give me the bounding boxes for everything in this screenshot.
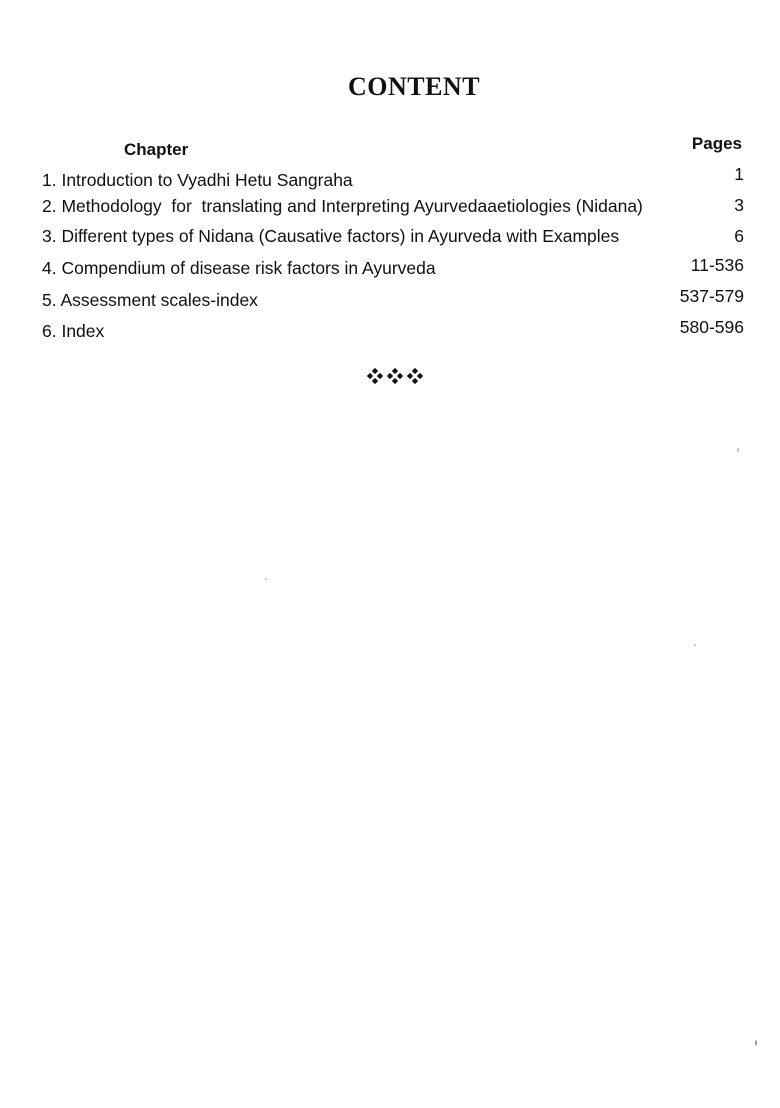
- toc-entry: [42, 317, 744, 345]
- toc-entry: [42, 226, 744, 250]
- chapter-column-header: Chapter: [124, 140, 189, 159]
- scan-speck: [694, 644, 696, 646]
- ornament-icon: [365, 366, 425, 386]
- scan-speck: [755, 1040, 757, 1046]
- diamond-cluster-icon: [367, 368, 423, 384]
- toc-entry: [42, 255, 744, 282]
- toc-entry-pages: 537-579: [679, 286, 744, 306]
- toc-entry-pages: 6: [734, 226, 744, 246]
- toc-entry-title: 6. Index: [42, 321, 105, 341]
- toc-entry-pages: 11-536: [690, 255, 744, 275]
- toc-entry-pages: 3: [734, 195, 744, 215]
- toc-entry-title: 3. Different types of Nidana (Causative factors) in Ayurveda with Examples: [42, 226, 620, 246]
- pages-column-header: Pages: [691, 134, 742, 153]
- scan-speck: [737, 448, 739, 452]
- toc-entry: [42, 196, 744, 220]
- scan-speck: [265, 578, 267, 580]
- toc-entry-pages: 1: [734, 164, 744, 184]
- toc-entry-pages: 580-596: [679, 317, 744, 337]
- toc-entry-title: 1. Introduction to Vyadhi Hetu Sangraha: [42, 170, 353, 190]
- toc-entry-title: 2. Methodology for translating and Interpreting Ayurvedaaetiologies (Nidana): [42, 196, 643, 216]
- toc-entry: [42, 164, 744, 194]
- page-title: CONTENT: [347, 72, 481, 101]
- toc-entry-title: 4. Compendium of disease risk factors in Ayurveda: [42, 258, 436, 278]
- toc-entry-title: 5. Assessment scales-index: [42, 290, 258, 310]
- toc-entry: [42, 286, 744, 314]
